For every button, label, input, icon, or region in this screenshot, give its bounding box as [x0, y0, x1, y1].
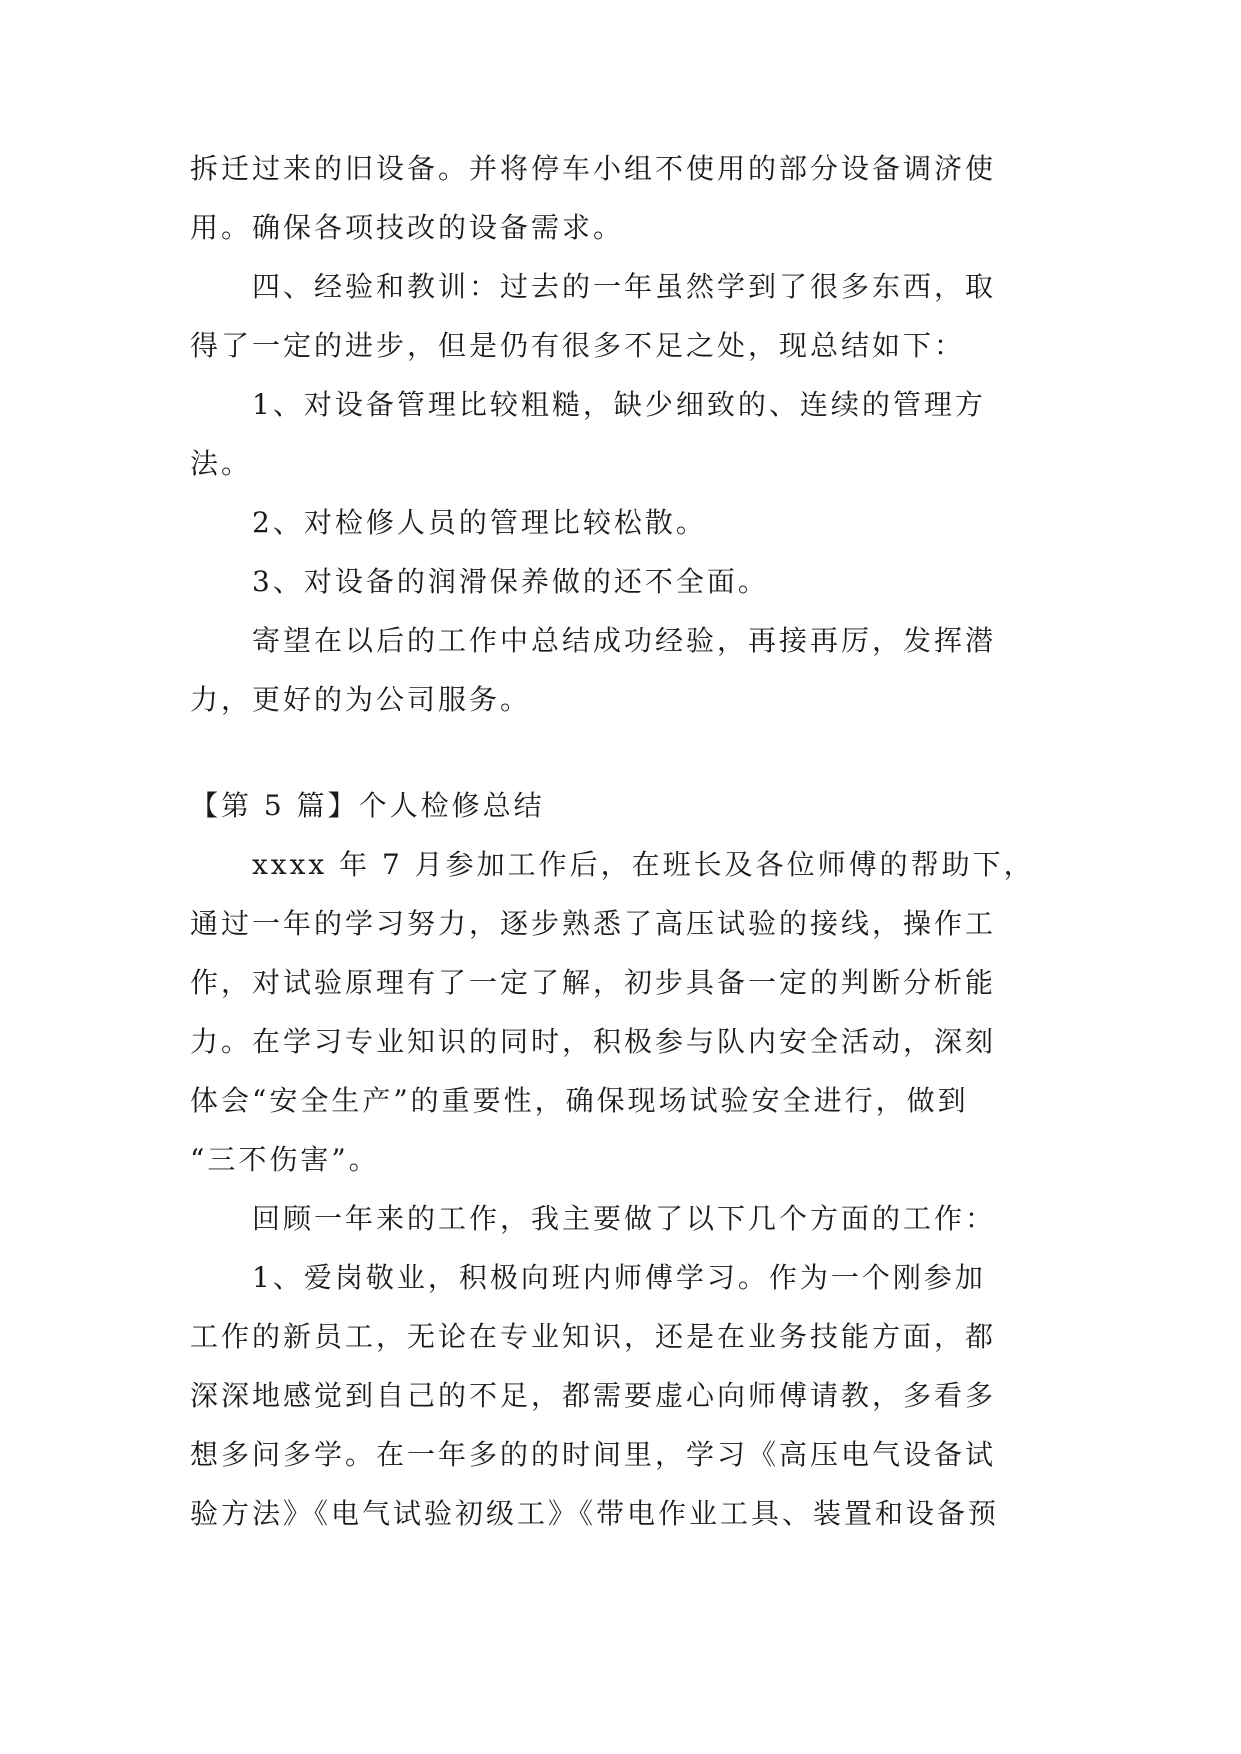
text-line: 3、对设备的润滑保养做的还不全面。 [252, 565, 769, 598]
text-line: 拆迁过来的旧设备。并将停车小组不使用的部分设备调济使 [190, 152, 997, 185]
body-text-section-2 [190, 835, 1056, 1543]
text-line: 工作的新员工，无论在专业知识，还是在业务技能方面，都 [190, 1320, 997, 1353]
text-line: 法。 [190, 447, 253, 480]
text-line: 用。确保各项技改的设备需求。 [190, 211, 625, 244]
text-line: 力，更好的为公司服务。 [190, 683, 532, 716]
text-line: 2、对检修人员的管理比较松散。 [252, 506, 707, 539]
text-line: 作，对试验原理有了一定了解，初步具备一定的判断分析能 [190, 966, 997, 999]
text-line: 通过一年的学习努力，逐步熟悉了高压试验的接线，操作工 [190, 907, 997, 940]
text-line: 得了一定的进步，但是仍有很多不足之处，现总结如下： [190, 329, 966, 362]
article-heading: 【第 5 篇】个人检修总结 [190, 789, 545, 822]
text-line: 验方法》《电气试验初级工》《带电作业工具、装置和设备预 [190, 1497, 1000, 1530]
text-line: 1、爱岗敬业，积极向班内师傅学习。作为一个刚参加 [252, 1261, 986, 1294]
text-line: 力。在学习专业知识的同时，积极参与队内安全活动，深刻 [190, 1025, 997, 1058]
text-line: 四、经验和教训：过去的一年虽然学到了很多东西，取 [252, 270, 997, 303]
text-line: “三不伤害”。 [190, 1143, 380, 1176]
text-line: 想多问多学。在一年多的的时间里，学习《高压电气设备试 [190, 1438, 997, 1471]
text-line: 体会“安全生产”的重要性，确保现场试验安全进行，做到 [190, 1084, 969, 1117]
body-text-section-1 [190, 139, 1056, 729]
text-line: xxxx 年 7 月参加工作后，在班长及各位师傅的帮助下， [252, 848, 1035, 881]
text-line: 1、对设备管理比较粗糙，缺少细致的、连续的管理方 [252, 388, 986, 421]
text-line: 寄望在以后的工作中总结成功经验，再接再厉，发挥潜 [252, 624, 997, 657]
text-line: 回顾一年来的工作，我主要做了以下几个方面的工作： [252, 1202, 997, 1235]
text-line: 深深地感觉到自己的不足，都需要虚心向师傅请教，多看多 [190, 1379, 997, 1412]
